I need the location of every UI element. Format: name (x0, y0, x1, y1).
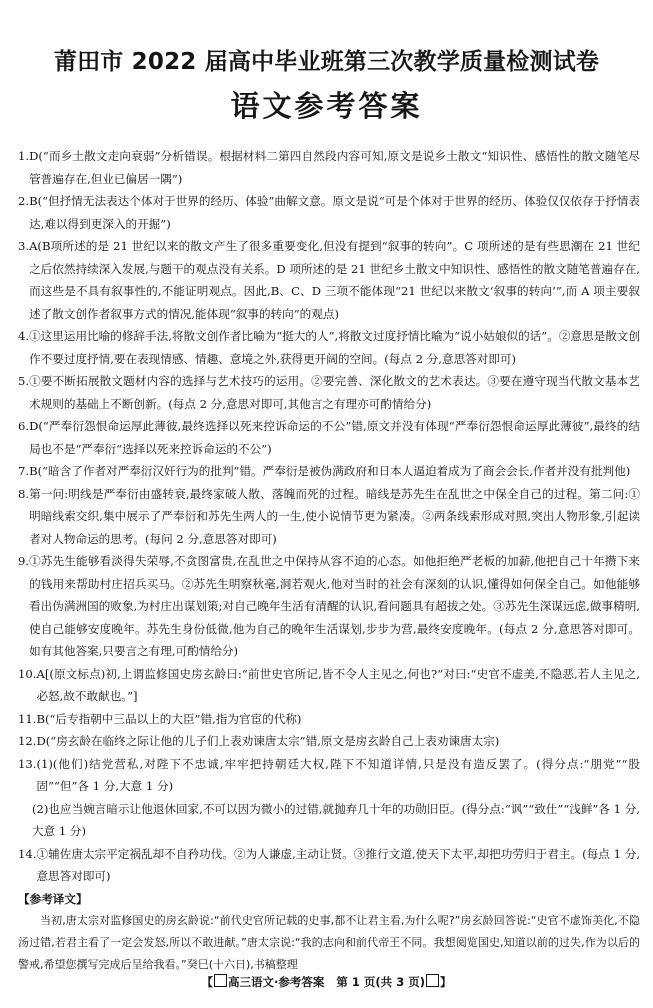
answer-number: 3. (18, 239, 30, 253)
answer-text: ①辅佐唐太宗平定祸乱却不自矜功伐。②为人谦虚,主动让贤。③推行文道,使天下太平,却把功劳归于君主。(每点 1 分,意思答对即可) (36, 846, 640, 883)
checkbox-square-icon (426, 974, 439, 987)
answer-number: 7. (18, 464, 30, 478)
answer-item-6 (18, 415, 640, 460)
answer-item-5 (18, 370, 640, 415)
translation-text: 当初,唐太宗对监修国史的房玄龄说:“前代史官所记载的史事,都不让君主看,为什么呢?”房玄龄回答说:“史官不虚饰美化,不隐汤过错,若君主看了一定会发怒,所以不敢进献。”唐太宗说:“我的志向和前代帝王不同。我想阅览国史,知道以前的过失,作为以后的警戒,希望您撰写完成后呈给我看。”癸巳(十六日),书稿整理 (18, 913, 640, 971)
answer-number: 5. (18, 374, 30, 388)
footer-bracket-close: 】 (439, 975, 452, 989)
footer-label: 高三语文·参考答案 (228, 975, 325, 989)
footer-bracket-open: 【 (201, 975, 214, 989)
document-subtitle: 语文参考答案 (230, 89, 423, 123)
answer-body (18, 145, 640, 976)
answer-number: 11. (18, 711, 37, 726)
answer-text: B(“后专指朝中三品以上的大臣”错,指为官宦的代称) (36, 711, 302, 726)
answer-item-4 (18, 325, 640, 370)
answer-number: 14. (18, 846, 37, 861)
answer-item-13 (18, 753, 640, 798)
answer-text: 第一问:明线是严奉衍由盛转衰,最终家破人散、落魄而死的过程。暗线是苏先生在乱世之中保全自己的过程。第二问:①明暗线索交织,集中展示了严奉衍和苏先生两人的一生,使小说情节更为紧凑。②两条线索形成对照,突出人物形象,引起读者对人物命运的思考。(每问 2 分,意思答对即可) (29, 486, 640, 546)
answer-number: 13. (18, 756, 37, 771)
answer-text: B(“但抒情无法表达个体对于世界的经历、体验”曲解文意。原文是说“可是个体对于世界的经历、体验仅仅依存于抒情表达,难以得到更深入的开掘”) (29, 194, 640, 231)
answer-number: 2. (18, 194, 30, 208)
answer-item-9 (18, 550, 640, 663)
answer-number: 8. (18, 486, 30, 501)
answer-item-8 (18, 483, 640, 551)
answer-item-13-part-2 (18, 798, 640, 843)
answer-number: 1. (18, 149, 30, 163)
answer-number: 10. (18, 666, 37, 681)
answer-item-3 (18, 235, 640, 325)
answer-item-14 (18, 843, 640, 888)
answer-item-7 (18, 460, 640, 483)
answer-number: 6. (18, 419, 30, 433)
answer-number: 4. (18, 329, 30, 343)
answer-item-2 (18, 190, 640, 235)
translation-heading: 【参考译文】 (18, 891, 88, 906)
answer-text: A(B项所述的是 21 世纪以来的散文产生了很多重要变化,但没有提到“叙事的转向”。C 项所述的是有些思潮在 21 世纪之后依然持续深入发展,与题干的观点没有关系。D 项所述的是 21 世纪乡土散文中知识性、感悟性的散文随笔普遍存在,而这些是不具有叙事性的,不能证明观点。因此,B、C、D 三项不能体现“21 世纪以来散文‘叙事的转向’”,而 A 项主要叙述了散文创作者叙事方式的情况,能体现“叙事的转向”的观点) (29, 239, 640, 321)
page-footer (0, 973, 653, 991)
answer-item-10 (18, 663, 640, 708)
answer-text: ①这里运用比喻的修辞手法,将散文创作者比喻为“挺大的人”,将散文过度抒情比喻为“说小姑娘似的话”。②意思是散文创作不要过度抒情,要在表现情感、情趣、意境之外,获得更开阔的空间。(每点 2 分,意思答对即可) (29, 329, 640, 366)
answer-item-12 (18, 730, 640, 753)
answer-item-11 (18, 708, 640, 731)
answer-text: ①苏先生能够看淡得失荣辱,不贪图富贵,在乱世之中保持从容不迫的心态。如他拒绝严老板的加薪,他把自己十年攒下来的钱用来帮助村庄招兵买马。②苏先生明察秋毫,洞若观火,他对当时的社会有深刻的认识,懂得如何保全自己。如他能够看出伪满洲国的败象,为村庄出谋划策;对自己晚年生活有清醒的认识,看问题具有超拔之处。③苏先生深谋远虑,做事精明,使自己能够安度晚年。苏先生身份低微,他为自己的晚年生活谋划,步步为营,最终安度晚年。(每点 2 分,意思答对即可。如有其他答案,只要言之有理,可酌情给分) (29, 554, 640, 658)
answer-number: 9. (18, 554, 30, 568)
answer-number: 12. (18, 734, 37, 748)
answer-text: D(“严奉衍怨恨命运厚此薄彼,最终选择以死来控诉命运的不公”错,原文并没有体现“严奉衍怨恨命运厚此薄彼”,最终的结局也不是“严奉衍“选择以死来控诉命运的不公”) (29, 419, 640, 456)
answer-text: (2)也应当婉言暗示让他退休回家,不可以因为微小的过错,就抛弃几十年的功勋旧臣。(得分点:“讽”“致仕”“浅鲜”各 1 分,大意 1 分) (32, 801, 640, 838)
answer-text: D(“而乡土散文走向衰弱”分析错误。根据材料二第四自然段内容可知,原文是说乡土散文“知识性、感悟性的散文随笔尽管普遍存在,但业已偏居一隅”) (29, 149, 640, 186)
answer-text: D(“房玄龄在临终之际让他的儿子们上表劝谏唐太宗”错,原文是房玄龄自己上表劝谏唐太宗) (36, 734, 500, 748)
footer-page-number: 第 1 页(共 3 页) (336, 975, 425, 989)
answer-text: A[(原文标点)初,上谓监修国史房玄龄曰:“前世史官所记,皆不令人主见之,何也?”对曰:“史官不虚美,不隐恶,若人主见之,必怒,故不敢献也。”] (36, 666, 640, 703)
answer-text: B(“暗含了作者对严奉衍汉奸行为的批判”错。严奉衍是被伪满政府和日本人逼迫着成为了商会会长,作者并没有批判他) (29, 464, 631, 478)
answer-text: (1)(他们)结党营私,对陛下不忠诚,牢牢把持朝廷大权,陛下不知道详情,只是没有造反罢了。(得分点:“朋党”“股固”“但”各 1 分,大意 1 分) (36, 756, 640, 793)
answer-item-1 (18, 145, 640, 190)
document-title: 莆田市 2022 届高中毕业班第三次教学质量检测试卷 (53, 49, 600, 75)
answer-text: ①要不断拓展散文题材内容的选择与艺术技巧的运用。②要完善、深化散文的艺术表达。③要在遵守现当代散文基本艺术规则的基础上不断创新。(每点 2 分,意思对即可,其他言之有理亦可酌情给分) (29, 374, 640, 411)
checkbox-square-icon (214, 974, 227, 987)
